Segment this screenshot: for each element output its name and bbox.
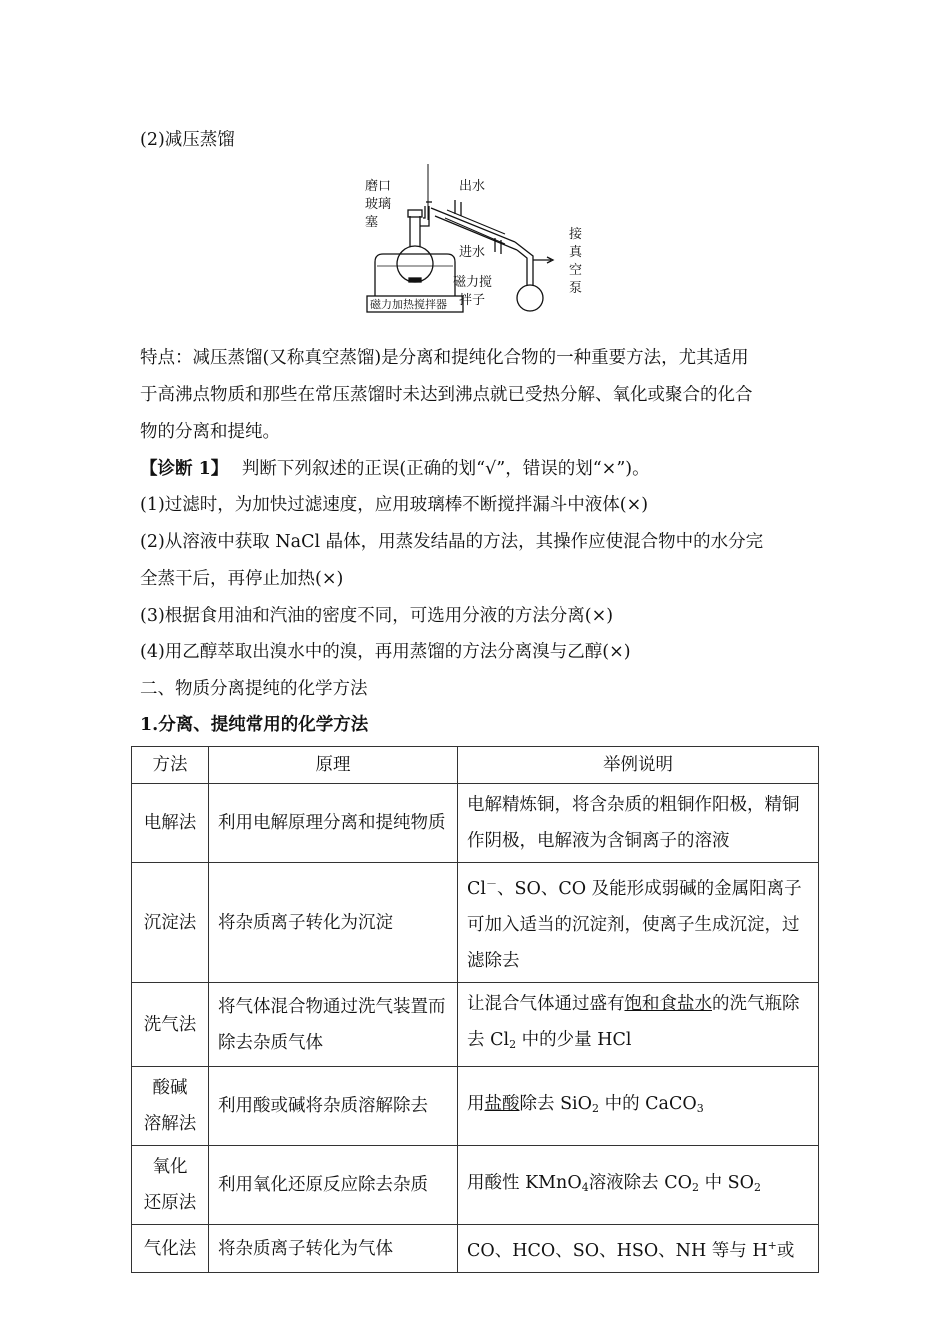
example-text: 、SO、CO 及能形成弱碱的金属阳离子可加入适当的沉淀剂，使离子生成沉淀，过滤除去 (467, 879, 802, 971)
diagnosis-item-2: (2)从溶液中获取 NaCl 晶体，用蒸发结晶的方法，其操作应使混合物中的水分完 (140, 532, 764, 552)
cell-example (458, 1146, 819, 1225)
cell-principle: 将气体混合物通过洗气装置而除去杂质气体 (209, 983, 458, 1067)
label-stir-bar-1: 磁力搅 (453, 275, 493, 290)
example-text: 中的 CaCO (599, 1093, 697, 1114)
water-bath (375, 254, 455, 296)
diagnosis-heading (140, 457, 650, 481)
subscript: 2 (753, 1180, 761, 1194)
feature-line-1: 特点：减压蒸馏(又称真空蒸馏)是分离和提纯化合物的一种重要方法，尤其适用 (140, 348, 749, 368)
table-row (132, 1146, 819, 1225)
table-row (132, 863, 819, 983)
section2-title: 二、物质分离提纯的化学方法 (140, 679, 368, 699)
diagnosis-item-3: (3)根据食用油和汽油的密度不同，可选用分液的方法分离(×) (140, 606, 614, 626)
table-row (132, 1225, 819, 1273)
methods-table (131, 746, 819, 1273)
table-row (132, 784, 819, 863)
example-text: 除去 SiO (519, 1093, 592, 1114)
example-text: 或 (776, 1241, 795, 1261)
diagnosis-item-4: (4)用乙醇萃取出溴水中的溴，再用蒸馏的方法分离溴与乙醇(×) (140, 642, 631, 662)
example-text: 中 SO (699, 1172, 754, 1193)
label-stopper-3: 塞 (365, 215, 379, 230)
subscript: 4 (581, 1180, 589, 1194)
underlined-term: 盐酸 (484, 1093, 520, 1114)
method-line-1: 氧化 (152, 1157, 188, 1177)
label-water-out: 出水 (459, 179, 486, 194)
cell-method (132, 1146, 209, 1225)
example-text: CO、HCO、SO、HSO、NH 等与 H (467, 1241, 768, 1261)
table-row (132, 983, 819, 1067)
cell-method (132, 1067, 209, 1146)
example-text: 用 (467, 1093, 485, 1114)
example-text: Cl (467, 879, 486, 899)
method-line-2: 溶解法 (143, 1114, 197, 1134)
label-vacuum-4: 泵 (569, 281, 583, 296)
subscript: 2 (509, 1038, 517, 1051)
cell-principle: 利用酸或碱将杂质溶解除去 (209, 1067, 458, 1146)
subscript: 2 (592, 1101, 599, 1115)
label-stopper-1: 磨口 (365, 179, 392, 194)
subscript: 3 (696, 1101, 704, 1115)
table-header-row (132, 747, 819, 784)
diagnosis-item-2-cont: 全蒸干后，再停止加热(×) (140, 569, 344, 589)
subscript: 2 (692, 1180, 699, 1194)
table-row (132, 1067, 819, 1146)
subsection-title: 1.分离、提纯常用的化学方法 (140, 715, 369, 735)
superscript: + (767, 1239, 777, 1252)
cell-method: 电解法 (132, 784, 209, 863)
cell-example (458, 983, 819, 1067)
label-stopper-2: 玻璃 (365, 197, 392, 212)
diagnosis-intro: 判断下列叙述的正误(正确的划“√”，错误的划“×”)。 (241, 459, 650, 479)
cell-principle: 将杂质离子转化为气体 (209, 1225, 458, 1273)
cell-method: 气化法 (132, 1225, 209, 1273)
diagnosis-tag: 【诊断 1】 (140, 459, 229, 479)
cell-principle: 利用电解原理分离和提纯物质 (209, 784, 458, 863)
stir-bar (409, 278, 421, 282)
feature-line-2: 于高沸点物质和那些在常压蒸馏时未达到沸点就已受热分解、氧化或聚合的化合 (140, 385, 753, 405)
cell-method: 沉淀法 (132, 863, 209, 983)
cell-example (458, 863, 819, 983)
header-principle: 原理 (209, 747, 458, 784)
cell-example: 电解精炼铜，将含杂质的粗铜作阳极，精铜作阴极，电解液为含铜离子的溶液 (458, 784, 819, 863)
cell-principle: 利用氧化还原反应除去杂质 (209, 1146, 458, 1225)
label-water-in: 进水 (459, 245, 486, 260)
cell-method: 洗气法 (132, 983, 209, 1067)
feature-line-3: 物的分离和提纯。 (140, 422, 280, 442)
section-title: (2)减压蒸馏 (140, 130, 235, 150)
method-line-1: 酸碱 (152, 1078, 188, 1098)
header-example: 举例说明 (458, 747, 819, 784)
example-text: 的洗气瓶除去 Cl (467, 994, 800, 1050)
cell-example (458, 1067, 819, 1146)
label-stirrer: 磁力加热搅拌器 (370, 298, 447, 311)
method-line-2: 还原法 (143, 1193, 197, 1213)
superscript: － (486, 877, 497, 890)
cell-example (458, 1225, 819, 1273)
diagnosis-item-1: (1)过滤时，为加快过滤速度，应用玻璃棒不断搅拌漏斗中液体(×) (140, 495, 649, 515)
cell-principle: 将杂质离子转化为沉淀 (209, 863, 458, 983)
example-text: 让混合气体通过盛有 (467, 994, 625, 1014)
label-vacuum-1: 接 (569, 227, 583, 242)
example-text: 用酸性 KMnO (467, 1172, 582, 1193)
distilling-flask (397, 246, 433, 282)
underlined-term: 饱和食盐水 (624, 994, 712, 1014)
example-text: 中的少量 HCl (516, 1030, 632, 1050)
receiving-flask (517, 285, 543, 311)
header-method: 方法 (132, 747, 209, 784)
label-stir-bar-2: 拌子 (459, 293, 486, 308)
label-vacuum-2: 真 (569, 245, 583, 260)
example-text: 溶液除去 CO (588, 1172, 692, 1193)
label-vacuum-3: 空 (569, 263, 583, 278)
vacuum-distillation-diagram (355, 160, 595, 320)
